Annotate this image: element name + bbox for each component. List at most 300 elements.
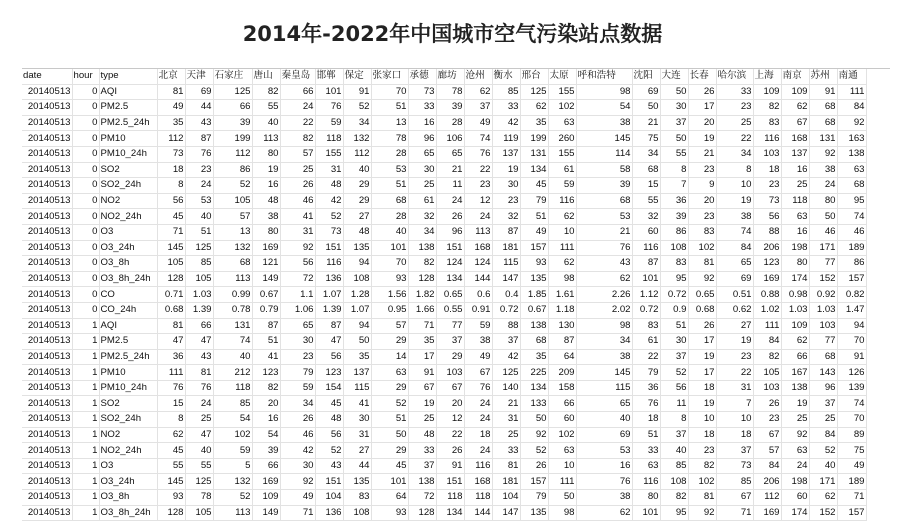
table-cell[interactable]: 1.18	[548, 302, 576, 318]
table-cell[interactable]: 109	[781, 84, 809, 100]
table-cell[interactable]: 102	[548, 427, 576, 443]
table-cell[interactable]: 68	[837, 178, 866, 194]
table-cell[interactable]: O3_8h_24h	[99, 505, 157, 521]
table-cell[interactable]: SO2_24h	[99, 412, 157, 428]
table-cell[interactable]: 94	[343, 318, 371, 334]
table-cell[interactable]: 0.65	[436, 287, 464, 303]
table-cell[interactable]: 1.28	[343, 287, 371, 303]
table-cell[interactable]: 79	[280, 365, 315, 381]
table-cell[interactable]: 63	[548, 115, 576, 131]
table-cell[interactable]: 23	[464, 178, 492, 194]
table-cell[interactable]: 54	[213, 412, 252, 428]
table-cell[interactable]: 20140513	[22, 287, 72, 303]
table-cell[interactable]: 27	[343, 443, 371, 459]
table-cell[interactable]: 113	[213, 271, 252, 287]
table-cell[interactable]: 65	[436, 146, 464, 162]
table-cell[interactable]: 21	[492, 396, 520, 412]
table-cell[interactable]: 22	[716, 131, 753, 147]
table-cell[interactable]: 12	[436, 412, 464, 428]
table-cell[interactable]: 47	[157, 334, 185, 350]
table-cell[interactable]: 171	[809, 474, 837, 490]
table-cell[interactable]: 84	[809, 427, 837, 443]
table-cell[interactable]: 96	[408, 131, 436, 147]
table-cell[interactable]: 2.26	[576, 287, 632, 303]
table-cell[interactable]: 149	[252, 505, 280, 521]
table-cell[interactable]: 54	[252, 427, 280, 443]
table-cell[interactable]: 0	[72, 162, 99, 178]
table-cell[interactable]: 33	[716, 84, 753, 100]
table-cell[interactable]: 67	[464, 365, 492, 381]
table-cell[interactable]: 62	[576, 271, 632, 287]
table-cell[interactable]: 23	[753, 178, 781, 194]
table-cell[interactable]: 0.9	[660, 302, 688, 318]
table-cell[interactable]: 8	[157, 412, 185, 428]
table-cell[interactable]: 42	[280, 443, 315, 459]
table-cell[interactable]: 43	[185, 115, 213, 131]
table-cell[interactable]: 168	[781, 131, 809, 147]
table-cell[interactable]: 20140513	[22, 349, 72, 365]
table-cell[interactable]: 134	[520, 162, 548, 178]
table-cell[interactable]: 0.72	[660, 287, 688, 303]
table-cell[interactable]: 94	[837, 318, 866, 334]
table-cell[interactable]: 20140513	[22, 193, 72, 209]
table-cell[interactable]: 118	[464, 490, 492, 506]
table-cell[interactable]: 1	[72, 380, 99, 396]
table-cell[interactable]: 1	[72, 427, 99, 443]
table-cell[interactable]: 1	[72, 490, 99, 506]
table-cell[interactable]: 134	[436, 505, 464, 521]
table-cell[interactable]: 67	[781, 115, 809, 131]
table-cell[interactable]: 163	[837, 131, 866, 147]
table-cell[interactable]: 71	[280, 505, 315, 521]
table-cell[interactable]: 68	[809, 349, 837, 365]
column-header[interactable]: 沧州	[464, 69, 492, 84]
column-header[interactable]: type	[99, 69, 157, 84]
table-cell[interactable]: 44	[343, 458, 371, 474]
table-cell[interactable]: 62	[548, 256, 576, 272]
table-cell[interactable]: 109	[781, 318, 809, 334]
table-cell[interactable]: 23	[716, 349, 753, 365]
table-cell[interactable]: 0	[72, 100, 99, 116]
table-cell[interactable]: 31	[492, 412, 520, 428]
table-cell[interactable]: 38	[464, 334, 492, 350]
table-cell[interactable]: 41	[280, 209, 315, 225]
table-cell[interactable]: 133	[520, 396, 548, 412]
table-cell[interactable]: 124	[464, 256, 492, 272]
table-cell[interactable]: 55	[660, 146, 688, 162]
table-cell[interactable]: 74	[213, 334, 252, 350]
table-cell[interactable]: 174	[781, 271, 809, 287]
table-cell[interactable]: 1.06	[280, 302, 315, 318]
table-cell[interactable]: 25	[781, 178, 809, 194]
table-cell[interactable]: 33	[408, 443, 436, 459]
table-cell[interactable]: 40	[576, 412, 632, 428]
table-cell[interactable]: 1.39	[185, 302, 213, 318]
table-cell[interactable]: 138	[520, 318, 548, 334]
table-cell[interactable]: 1	[72, 458, 99, 474]
table-cell[interactable]: 112	[753, 490, 781, 506]
table-cell[interactable]: 20140513	[22, 474, 72, 490]
column-header[interactable]: 保定	[343, 69, 371, 84]
table-cell[interactable]: 123	[753, 256, 781, 272]
table-cell[interactable]: 36	[632, 380, 660, 396]
table-cell[interactable]: 0.67	[252, 287, 280, 303]
table-cell[interactable]: 45	[315, 396, 343, 412]
table-cell[interactable]: 70	[837, 334, 866, 350]
table-cell[interactable]: 26	[688, 318, 716, 334]
table-cell[interactable]: 45	[520, 178, 548, 194]
table-cell[interactable]: 20140513	[22, 115, 72, 131]
table-cell[interactable]: 51	[371, 100, 408, 116]
table-cell[interactable]: 28	[371, 209, 408, 225]
table-cell[interactable]: 92	[809, 146, 837, 162]
table-cell[interactable]: 189	[837, 240, 866, 256]
table-cell[interactable]: 155	[548, 146, 576, 162]
table-cell[interactable]: 76	[185, 146, 213, 162]
table-cell[interactable]: 23	[753, 412, 781, 428]
table-cell[interactable]: 29	[343, 178, 371, 194]
table-cell[interactable]: 31	[343, 427, 371, 443]
table-cell[interactable]: 50	[548, 490, 576, 506]
table-cell[interactable]: 116	[548, 193, 576, 209]
table-cell[interactable]: 24	[185, 178, 213, 194]
table-cell[interactable]: 12	[464, 193, 492, 209]
table-cell[interactable]: 25	[280, 162, 315, 178]
table-cell[interactable]: 53	[576, 443, 632, 459]
table-cell[interactable]: 136	[315, 271, 343, 287]
table-cell[interactable]: 151	[315, 240, 343, 256]
table-cell[interactable]: 83	[660, 256, 688, 272]
table-cell[interactable]: 46	[837, 224, 866, 240]
table-cell[interactable]: 111	[157, 365, 185, 381]
table-cell[interactable]: 0.68	[157, 302, 185, 318]
table-cell[interactable]: 26	[436, 209, 464, 225]
table-cell[interactable]: 93	[157, 490, 185, 506]
table-cell[interactable]: 81	[688, 490, 716, 506]
table-cell[interactable]: 35	[520, 349, 548, 365]
table-cell[interactable]: 24	[185, 396, 213, 412]
table-cell[interactable]: 81	[688, 256, 716, 272]
table-cell[interactable]: 20140513	[22, 146, 72, 162]
table-cell[interactable]: 72	[280, 271, 315, 287]
table-cell[interactable]: 151	[436, 240, 464, 256]
table-cell[interactable]: 59	[213, 443, 252, 459]
table-cell[interactable]: 24	[436, 193, 464, 209]
table-cell[interactable]: 111	[548, 474, 576, 490]
table-cell[interactable]: 30	[660, 100, 688, 116]
table-cell[interactable]: 1.39	[315, 302, 343, 318]
table-cell[interactable]: 65	[280, 318, 315, 334]
table-cell[interactable]: 83	[632, 318, 660, 334]
table-cell[interactable]: 49	[157, 100, 185, 116]
table-cell[interactable]: 84	[716, 240, 753, 256]
table-cell[interactable]: 20140513	[22, 365, 72, 381]
table-cell[interactable]: 68	[632, 162, 660, 178]
column-header[interactable]: 秦皇岛	[280, 69, 315, 84]
table-cell[interactable]: 53	[371, 162, 408, 178]
table-cell[interactable]: 16	[408, 115, 436, 131]
table-cell[interactable]: 93	[371, 271, 408, 287]
table-cell[interactable]: 68	[213, 256, 252, 272]
table-cell[interactable]: 34	[343, 115, 371, 131]
table-cell[interactable]: 0	[72, 131, 99, 147]
table-cell[interactable]: 49	[464, 115, 492, 131]
table-cell[interactable]: 20	[252, 396, 280, 412]
table-cell[interactable]: 46	[809, 224, 837, 240]
table-cell[interactable]: 20140513	[22, 458, 72, 474]
table-cell[interactable]: 59	[315, 115, 343, 131]
table-cell[interactable]: 0	[72, 84, 99, 100]
table-cell[interactable]: 28	[436, 115, 464, 131]
table-cell[interactable]: 20140513	[22, 412, 72, 428]
table-cell[interactable]: 1.03	[809, 302, 837, 318]
table-cell[interactable]: 23	[688, 209, 716, 225]
table-cell[interactable]: 35	[343, 349, 371, 365]
table-cell[interactable]: 104	[492, 490, 520, 506]
table-cell[interactable]: 19	[688, 349, 716, 365]
table-cell[interactable]: 62	[464, 84, 492, 100]
table-cell[interactable]: 35	[520, 115, 548, 131]
table-cell[interactable]: 60	[548, 412, 576, 428]
table-cell[interactable]: 73	[157, 146, 185, 162]
column-header[interactable]: 南京	[781, 69, 809, 84]
table-cell[interactable]: 42	[315, 193, 343, 209]
table-cell[interactable]: 44	[185, 100, 213, 116]
table-cell[interactable]: 116	[753, 131, 781, 147]
table-cell[interactable]: 8	[157, 178, 185, 194]
table-cell[interactable]: 134	[520, 380, 548, 396]
table-cell[interactable]: PM10_24h	[99, 146, 157, 162]
table-cell[interactable]: 0	[72, 271, 99, 287]
table-cell[interactable]: 55	[632, 193, 660, 209]
table-cell[interactable]: 198	[781, 240, 809, 256]
table-cell[interactable]: 52	[315, 443, 343, 459]
table-cell[interactable]: 42	[492, 349, 520, 365]
table-cell[interactable]: 55	[185, 458, 213, 474]
table-cell[interactable]: 135	[520, 505, 548, 521]
table-cell[interactable]: 42	[492, 115, 520, 131]
table-cell[interactable]: 93	[371, 505, 408, 521]
table-cell[interactable]: 128	[157, 505, 185, 521]
table-cell[interactable]: 157	[520, 474, 548, 490]
table-cell[interactable]: 96	[436, 224, 464, 240]
table-cell[interactable]: 19	[716, 334, 753, 350]
table-cell[interactable]: 82	[688, 458, 716, 474]
table-cell[interactable]: 16	[576, 458, 632, 474]
table-cell[interactable]: 0.51	[716, 287, 753, 303]
table-cell[interactable]: 40	[809, 458, 837, 474]
table-cell[interactable]: 95	[837, 193, 866, 209]
table-cell[interactable]: 81	[157, 84, 185, 100]
table-cell[interactable]: 32	[492, 209, 520, 225]
table-cell[interactable]: 1	[72, 505, 99, 521]
table-cell[interactable]: 157	[520, 240, 548, 256]
table-cell[interactable]: 20140513	[22, 162, 72, 178]
table-cell[interactable]: 41	[343, 396, 371, 412]
table-cell[interactable]: 67	[753, 427, 781, 443]
table-cell[interactable]: 14	[371, 349, 408, 365]
table-cell[interactable]: 87	[632, 256, 660, 272]
table-cell[interactable]: 0.88	[753, 287, 781, 303]
table-cell[interactable]: 69	[576, 427, 632, 443]
table-cell[interactable]: 138	[408, 240, 436, 256]
table-cell[interactable]: 0.4	[492, 287, 520, 303]
table-cell[interactable]: 68	[576, 193, 632, 209]
table-cell[interactable]: 52	[809, 443, 837, 459]
table-cell[interactable]: 72	[408, 490, 436, 506]
table-cell[interactable]: 25	[716, 115, 753, 131]
table-cell[interactable]: 23	[716, 100, 753, 116]
table-cell[interactable]: 20140513	[22, 240, 72, 256]
column-header[interactable]: 衡水	[492, 69, 520, 84]
table-cell[interactable]: 87	[548, 334, 576, 350]
table-cell[interactable]: 31	[280, 224, 315, 240]
table-cell[interactable]: 24	[781, 458, 809, 474]
table-cell[interactable]: 115	[343, 380, 371, 396]
table-cell[interactable]: 20140513	[22, 256, 72, 272]
table-cell[interactable]: 91	[408, 365, 436, 381]
table-cell[interactable]: 40	[213, 349, 252, 365]
table-cell[interactable]: 21	[436, 162, 464, 178]
table-cell[interactable]: 118	[781, 193, 809, 209]
table-cell[interactable]: 10	[548, 224, 576, 240]
table-cell[interactable]: 26	[753, 396, 781, 412]
table-cell[interactable]: 39	[213, 115, 252, 131]
table-cell[interactable]: 52	[213, 178, 252, 194]
table-cell[interactable]: 76	[315, 100, 343, 116]
table-cell[interactable]: 76	[464, 380, 492, 396]
table-cell[interactable]: 37	[464, 100, 492, 116]
table-cell[interactable]: 92	[280, 474, 315, 490]
table-cell[interactable]: 29	[371, 443, 408, 459]
table-cell[interactable]: 108	[343, 271, 371, 287]
table-cell[interactable]: 1	[72, 318, 99, 334]
table-cell[interactable]: SO2	[99, 162, 157, 178]
table-cell[interactable]: 19	[781, 396, 809, 412]
column-header[interactable]: 上海	[753, 69, 781, 84]
table-cell[interactable]: 56	[315, 349, 343, 365]
table-cell[interactable]: 168	[464, 474, 492, 490]
column-header[interactable]: 苏州	[809, 69, 837, 84]
table-cell[interactable]: 71	[716, 505, 753, 521]
table-cell[interactable]: 112	[213, 146, 252, 162]
table-cell[interactable]: 34	[632, 146, 660, 162]
table-cell[interactable]: 25	[492, 427, 520, 443]
table-cell[interactable]: 47	[185, 334, 213, 350]
table-cell[interactable]: 1.1	[280, 287, 315, 303]
table-cell[interactable]: 80	[632, 490, 660, 506]
table-cell[interactable]: 78	[371, 131, 408, 147]
table-cell[interactable]: SO2	[99, 396, 157, 412]
table-cell[interactable]: 20	[688, 115, 716, 131]
table-cell[interactable]: 145	[576, 365, 632, 381]
table-cell[interactable]: O3	[99, 458, 157, 474]
table-cell[interactable]: 71	[408, 318, 436, 334]
table-cell[interactable]: 69	[632, 84, 660, 100]
table-cell[interactable]: 15	[157, 396, 185, 412]
table-cell[interactable]: 1	[72, 443, 99, 459]
table-cell[interactable]: 5	[213, 458, 252, 474]
table-cell[interactable]: 0.68	[688, 302, 716, 318]
table-cell[interactable]: 39	[436, 100, 464, 116]
table-cell[interactable]: 0	[72, 240, 99, 256]
table-cell[interactable]: 74	[837, 396, 866, 412]
table-cell[interactable]: 181	[492, 474, 520, 490]
table-cell[interactable]: 38	[716, 209, 753, 225]
table-cell[interactable]: 125	[213, 84, 252, 100]
table-cell[interactable]: 34	[716, 146, 753, 162]
table-cell[interactable]: 132	[213, 474, 252, 490]
table-cell[interactable]: O3_8h	[99, 256, 157, 272]
table-cell[interactable]: 37	[660, 115, 688, 131]
table-cell[interactable]: NO2	[99, 193, 157, 209]
column-header[interactable]: 承德	[408, 69, 436, 84]
table-cell[interactable]: 56	[753, 209, 781, 225]
table-cell[interactable]: 125	[185, 474, 213, 490]
table-cell[interactable]: 15	[632, 178, 660, 194]
table-cell[interactable]: 1.66	[408, 302, 436, 318]
table-cell[interactable]: 152	[809, 505, 837, 521]
table-cell[interactable]: 63	[837, 162, 866, 178]
table-cell[interactable]: 1.56	[371, 287, 408, 303]
table-cell[interactable]: 56	[315, 427, 343, 443]
table-cell[interactable]: 43	[315, 458, 343, 474]
table-cell[interactable]: 151	[436, 474, 464, 490]
table-cell[interactable]: NO2_24h	[99, 443, 157, 459]
table-cell[interactable]: 25	[781, 412, 809, 428]
table-cell[interactable]: 1.85	[520, 287, 548, 303]
table-cell[interactable]: 50	[660, 131, 688, 147]
table-cell[interactable]: 132	[213, 240, 252, 256]
table-cell[interactable]: 112	[343, 146, 371, 162]
table-cell[interactable]: 92	[520, 427, 548, 443]
table-cell[interactable]: 169	[753, 505, 781, 521]
table-cell[interactable]: 33	[492, 100, 520, 116]
table-cell[interactable]: 0	[72, 178, 99, 194]
table-cell[interactable]: PM2.5_24h	[99, 349, 157, 365]
table-cell[interactable]: 91	[809, 84, 837, 100]
table-cell[interactable]: 57	[213, 209, 252, 225]
table-cell[interactable]: 102	[688, 240, 716, 256]
table-cell[interactable]: AQI	[99, 84, 157, 100]
table-cell[interactable]: 105	[157, 256, 185, 272]
table-cell[interactable]: 48	[252, 193, 280, 209]
table-cell[interactable]: 48	[315, 412, 343, 428]
table-cell[interactable]: 128	[157, 271, 185, 287]
table-cell[interactable]: 33	[632, 443, 660, 459]
table-cell[interactable]: 37	[492, 334, 520, 350]
table-cell[interactable]: 1	[72, 334, 99, 350]
table-cell[interactable]: 0	[72, 256, 99, 272]
table-cell[interactable]: O3_24h	[99, 240, 157, 256]
table-cell[interactable]: 35	[157, 115, 185, 131]
table-cell[interactable]: 199	[213, 131, 252, 147]
table-cell[interactable]: 56	[660, 380, 688, 396]
table-cell[interactable]: 0	[72, 302, 99, 318]
table-cell[interactable]: 26	[520, 458, 548, 474]
table-cell[interactable]: 49	[464, 349, 492, 365]
table-cell[interactable]: 109	[252, 490, 280, 506]
table-cell[interactable]: 48	[315, 178, 343, 194]
table-cell[interactable]: 30	[660, 334, 688, 350]
table-cell[interactable]: 71	[837, 490, 866, 506]
table-cell[interactable]: 92	[688, 505, 716, 521]
table-cell[interactable]: 31	[716, 380, 753, 396]
table-cell[interactable]: 10	[716, 178, 753, 194]
table-cell[interactable]: 52	[213, 490, 252, 506]
table-cell[interactable]: 101	[632, 271, 660, 287]
table-cell[interactable]: 168	[464, 240, 492, 256]
